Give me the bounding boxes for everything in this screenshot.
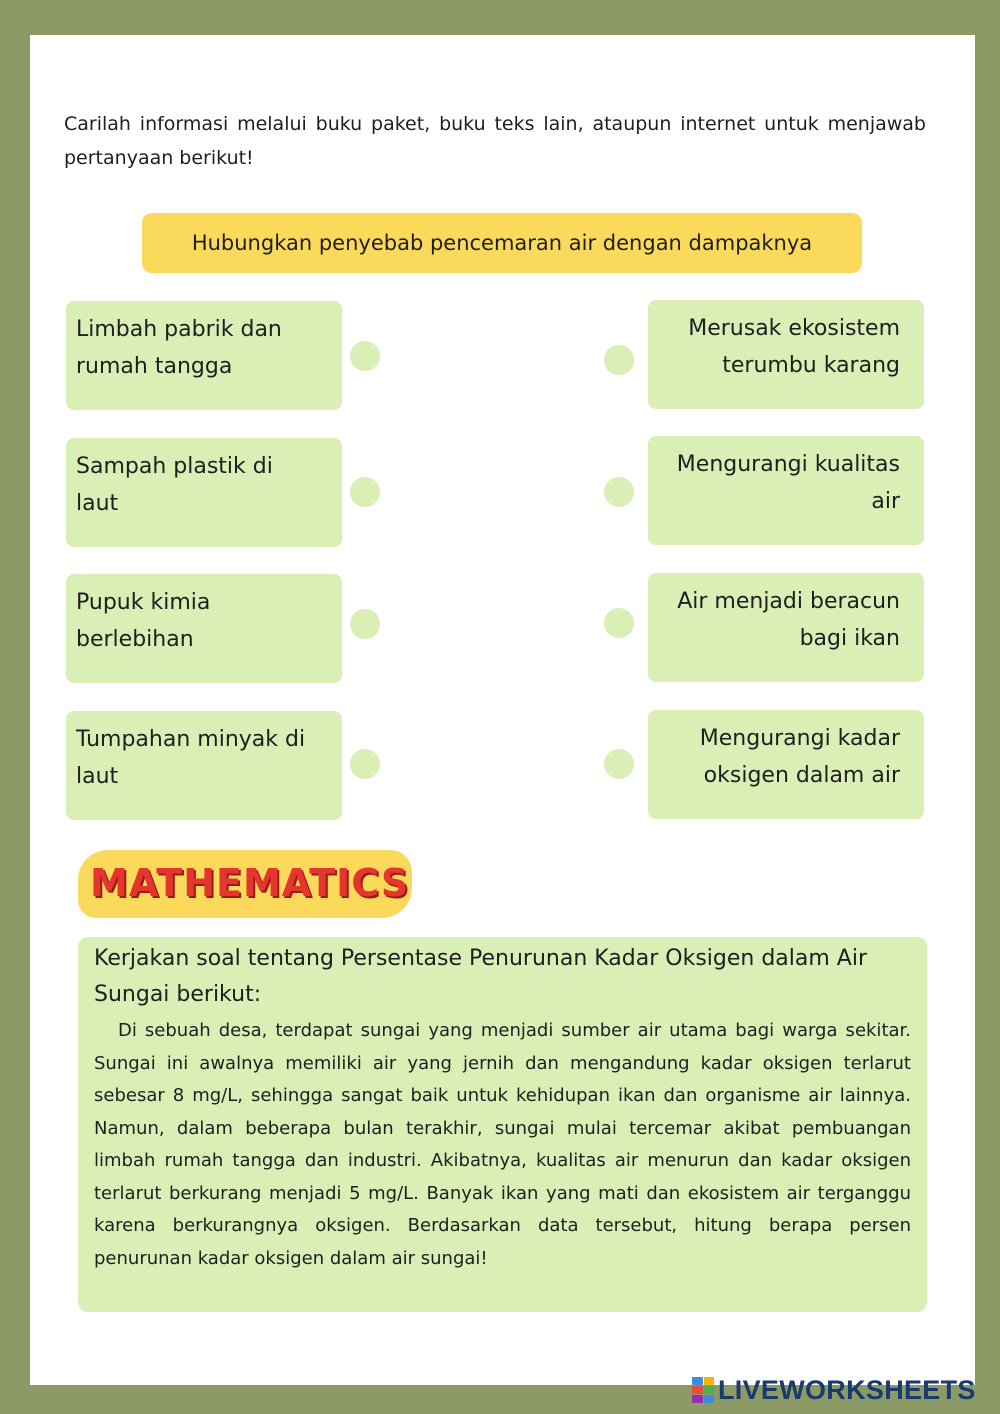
- cause-connector-dot-4[interactable]: [350, 749, 380, 779]
- cause-label: Limbah pabrik dan rumah tangga: [76, 317, 282, 379]
- math-section-title: MATHEMATICS: [90, 861, 410, 905]
- math-problem-text: Di sebuah desa, terdapat sungai yang menjadi sumber air utama bagi warga sekitar. Sungai ini awalnya memiliki air yang jernih dan mengandung kadar oksigen terlarut sebesar 8 mg/L, sehingga sangat baik untuk kehidupan ikan dan organisme air lainnya. Namun, dalam beberapa bulan terakhir, sungai mulai tercemar akibat pembuangan limbah rumah tangga dan industri. Akibatnya, kualitas air menurun dan kadar oksigen terlarut berkurang menjadi 5 mg/L. Banyak ikan yang mati dan ekosistem air terganggu karena berkurangnya oksigen. Berdasarkan data tersebut, hitung berapa persen penurunan kadar oksigen dalam air sungai!: [94, 1020, 911, 1269]
- instruction-text: Carilah informasi melalui buku paket, buku teks lain, ataupun internet untuk menjawab pertanyaan berikut!: [64, 113, 926, 169]
- cause-connector-dot-2[interactable]: [350, 477, 380, 507]
- cause-card-2: [66, 438, 342, 547]
- cause-label: Pupuk kimia berlebihan: [76, 590, 211, 652]
- cause-card-4: [66, 711, 342, 820]
- liveworksheets-watermark: [692, 1374, 976, 1406]
- cause-card-1: [66, 301, 342, 410]
- effect-label: Mengurangi kualitas air: [676, 452, 900, 514]
- math-problem-box: [78, 937, 927, 1312]
- effect-label: Air menjadi beracun bagi ikan: [677, 589, 900, 651]
- matching-heading-label: Hubungkan penyebab pencemaran air dengan dampaknya: [191, 231, 813, 255]
- effect-connector-dot-1[interactable]: [604, 345, 634, 375]
- effect-card-4: [648, 710, 924, 819]
- effect-label: Mengurangi kadar oksigen dalam air: [699, 726, 900, 788]
- liveworksheets-logo-icon: [692, 1377, 714, 1403]
- cause-label: Tumpahan minyak di laut: [76, 727, 306, 789]
- cause-card-3: [66, 574, 342, 683]
- effect-connector-dot-2[interactable]: [604, 477, 634, 507]
- math-problem-title: Kerjakan soal tentang Persentase Penurunan Kadar Oksigen dalam Air Sungai berikut:: [94, 946, 867, 1007]
- cause-connector-dot-1[interactable]: [350, 341, 380, 371]
- effect-card-1: [648, 300, 924, 409]
- matching-heading: [142, 213, 862, 273]
- effect-card-2: [648, 436, 924, 545]
- effect-connector-dot-4[interactable]: [604, 749, 634, 779]
- effect-connector-dot-3[interactable]: [604, 608, 634, 638]
- watermark-text: LIVEWORKSHEETS: [718, 1374, 976, 1405]
- effect-card-3: [648, 573, 924, 682]
- effect-label: Merusak ekosistem terumbu karang: [688, 316, 900, 378]
- worksheet-page: [30, 35, 975, 1385]
- cause-label: Sampah plastik di laut: [76, 454, 273, 516]
- cause-connector-dot-3[interactable]: [350, 609, 380, 639]
